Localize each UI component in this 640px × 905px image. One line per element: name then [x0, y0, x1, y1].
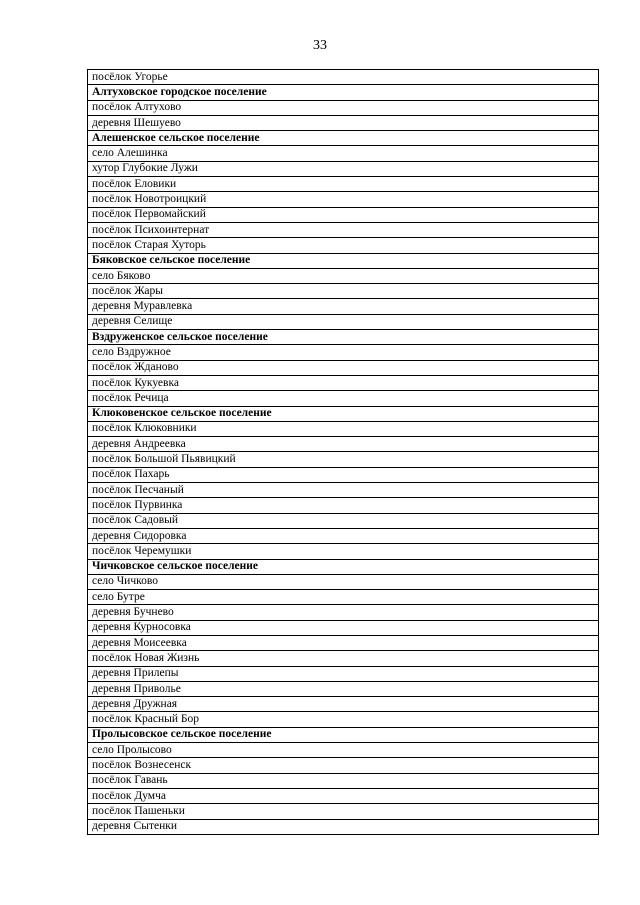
settlement-cell: посёлок Первомайский: [88, 207, 599, 222]
settlement-cell: посёлок Новотроицкий: [88, 192, 599, 207]
settlement-cell: деревня Прилепы: [88, 666, 599, 681]
settlement-cell: посёлок Угорье: [88, 70, 599, 85]
table-row: [88, 452, 599, 467]
table-section-header-row: [88, 253, 599, 268]
table-section-header-row: [88, 406, 599, 421]
settlement-cell: деревня Муравлевка: [88, 299, 599, 314]
settlement-cell: посёлок Новая Жизнь: [88, 651, 599, 666]
table-row: [88, 697, 599, 712]
table-row: [88, 666, 599, 681]
settlement-cell: деревня Сидоровка: [88, 528, 599, 543]
settlement-cell: село Алешинка: [88, 146, 599, 161]
settlement-cell: деревня Курносовка: [88, 620, 599, 635]
settlement-cell: посёлок Черемушки: [88, 544, 599, 559]
settlement-cell: посёлок Клюковники: [88, 421, 599, 436]
settlement-cell: село Вздружное: [88, 345, 599, 360]
table-section-header-row: [88, 559, 599, 574]
table-row: [88, 712, 599, 727]
settlement-cell: посёлок Психоинтернат: [88, 222, 599, 237]
section-header-cell: Пролысовское сельское поселение: [88, 727, 599, 742]
settlement-cell: деревня Андреевка: [88, 437, 599, 452]
table-row: [88, 391, 599, 406]
settlement-cell: посёлок Гавань: [88, 773, 599, 788]
table-row: [88, 528, 599, 543]
table-row: [88, 299, 599, 314]
table-row: [88, 483, 599, 498]
settlement-cell: деревня Дружная: [88, 697, 599, 712]
settlement-cell: деревня Бучнево: [88, 605, 599, 620]
section-header-cell: Бяковское сельское поселение: [88, 253, 599, 268]
table-row: [88, 635, 599, 650]
section-header-cell: Чичковское сельское поселение: [88, 559, 599, 574]
settlement-cell: деревня Селище: [88, 314, 599, 329]
table-row: [88, 605, 599, 620]
section-header-cell: Алешенское сельское поселение: [88, 131, 599, 146]
table-row: [88, 804, 599, 819]
settlement-cell: посёлок Кукуевка: [88, 375, 599, 390]
table-row: [88, 284, 599, 299]
table-row: [88, 773, 599, 788]
table-section-header-row: [88, 131, 599, 146]
section-header-cell: Вздруженское сельское поселение: [88, 330, 599, 345]
table-row: [88, 574, 599, 589]
settlements-table: [87, 69, 599, 835]
settlement-cell: посёлок Речица: [88, 391, 599, 406]
table-section-header-row: [88, 727, 599, 742]
table-row: [88, 498, 599, 513]
table-row: [88, 100, 599, 115]
table-row: [88, 743, 599, 758]
table-row: [88, 375, 599, 390]
table-row: [88, 758, 599, 773]
settlement-cell: посёлок Пурвинка: [88, 498, 599, 513]
settlement-cell: посёлок Пашеньки: [88, 804, 599, 819]
table-row: [88, 681, 599, 696]
settlement-cell: село Бяково: [88, 268, 599, 283]
table-row: [88, 437, 599, 452]
settlement-cell: деревня Шешуево: [88, 115, 599, 130]
settlement-cell: село Бутре: [88, 590, 599, 605]
settlement-cell: посёлок Пахарь: [88, 467, 599, 482]
settlement-cell: посёлок Жданово: [88, 360, 599, 375]
table-row: [88, 222, 599, 237]
table-row: [88, 467, 599, 482]
table-row: [88, 590, 599, 605]
settlement-cell: посёлок Песчаный: [88, 483, 599, 498]
table-row: [88, 345, 599, 360]
settlement-cell: посёлок Старая Хуторь: [88, 238, 599, 253]
page-number: 33: [313, 38, 327, 53]
table-row: [88, 268, 599, 283]
settlement-cell: посёлок Еловики: [88, 177, 599, 192]
settlement-cell: посёлок Красный Бор: [88, 712, 599, 727]
settlement-cell: хутор Глубокие Лужи: [88, 161, 599, 176]
table-row: [88, 70, 599, 85]
table-row: [88, 177, 599, 192]
table-section-header-row: [88, 85, 599, 100]
table-row: [88, 651, 599, 666]
settlements-table-body: [88, 70, 599, 835]
settlement-cell: посёлок Вознесенск: [88, 758, 599, 773]
table-row: [88, 544, 599, 559]
settlement-cell: село Пролысово: [88, 743, 599, 758]
table-row: [88, 146, 599, 161]
settlement-cell: посёлок Думча: [88, 788, 599, 803]
table-row: [88, 238, 599, 253]
settlement-cell: посёлок Алтухово: [88, 100, 599, 115]
section-header-cell: Алтуховское городское поселение: [88, 85, 599, 100]
settlement-cell: деревня Приволье: [88, 681, 599, 696]
table-row: [88, 819, 599, 834]
table-row: [88, 513, 599, 528]
table-row: [88, 788, 599, 803]
settlement-cell: деревня Моисеевка: [88, 635, 599, 650]
settlement-cell: деревня Сытенки: [88, 819, 599, 834]
table-row: [88, 115, 599, 130]
table-section-header-row: [88, 330, 599, 345]
table-row: [88, 620, 599, 635]
settlement-cell: посёлок Садовый: [88, 513, 599, 528]
table-row: [88, 360, 599, 375]
table-row: [88, 161, 599, 176]
table-row: [88, 207, 599, 222]
section-header-cell: Клюковенское сельское поселение: [88, 406, 599, 421]
table-row: [88, 421, 599, 436]
table-row: [88, 192, 599, 207]
settlement-cell: посёлок Жары: [88, 284, 599, 299]
table-row: [88, 314, 599, 329]
settlement-cell: село Чичково: [88, 574, 599, 589]
settlement-cell: посёлок Большой Пьявицкий: [88, 452, 599, 467]
